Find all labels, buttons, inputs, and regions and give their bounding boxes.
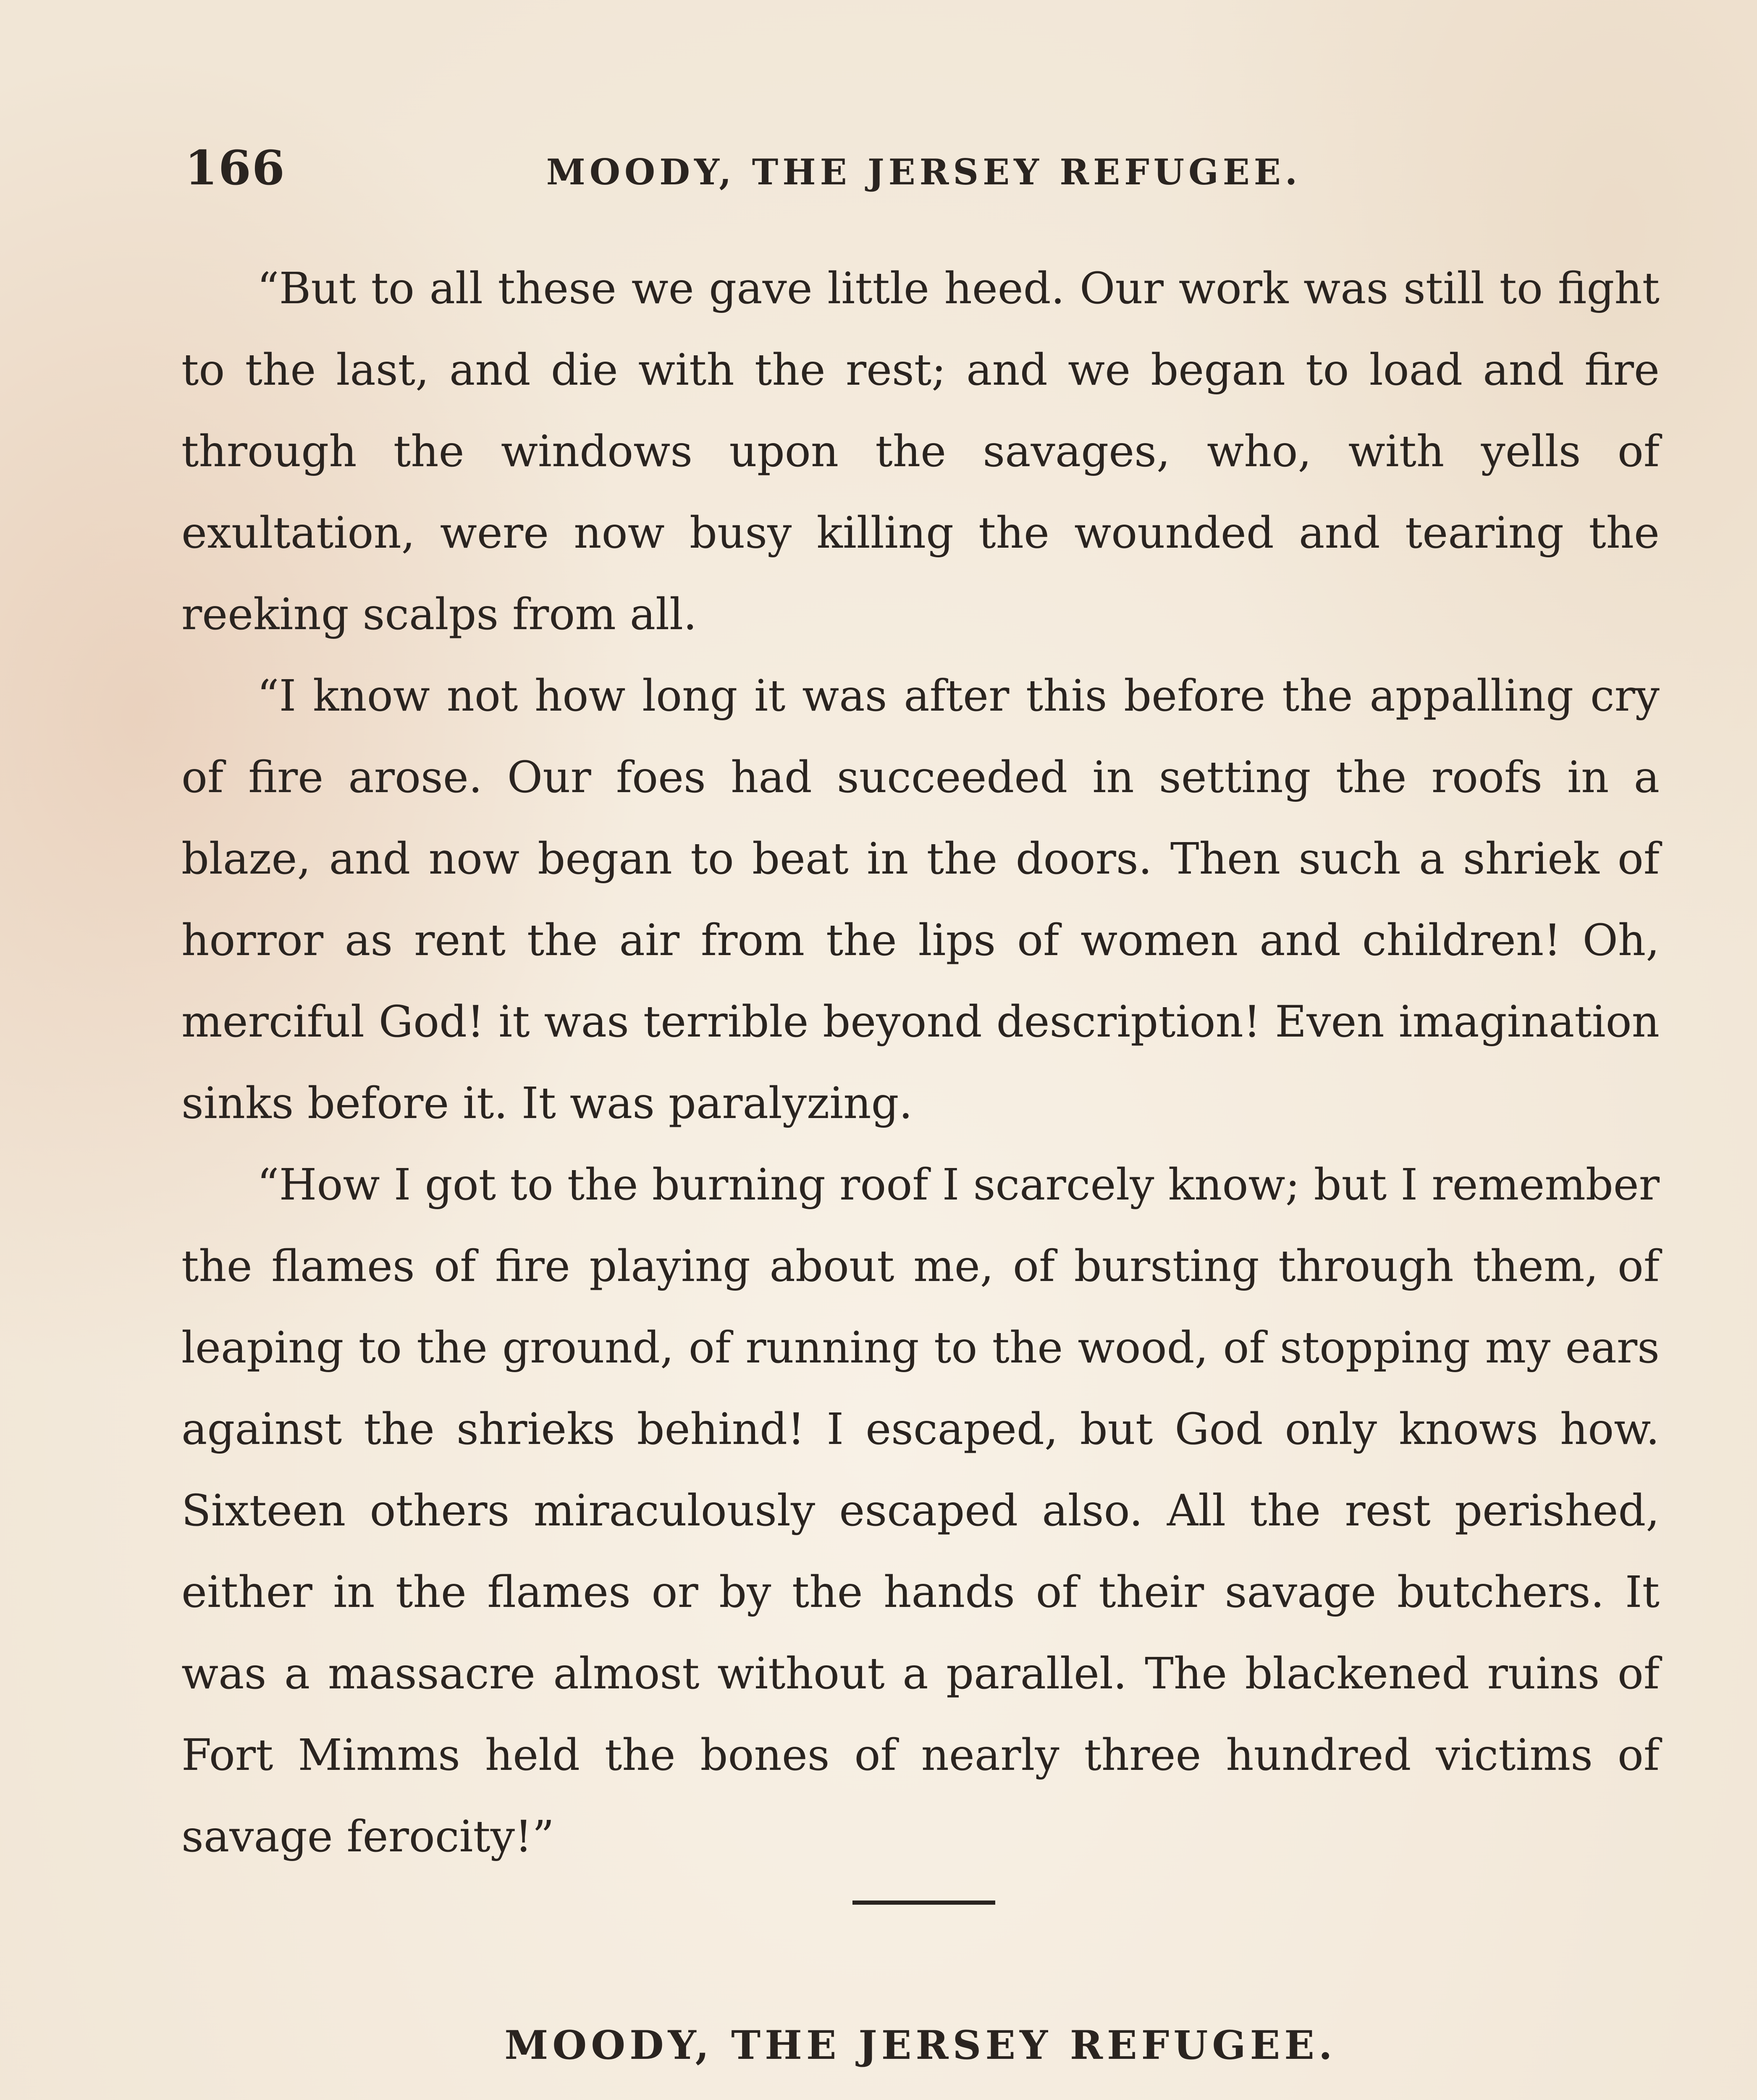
section-title: MOODY, THE JERSEY REFUGEE. <box>504 2022 1337 2068</box>
paragraph-3: “How I got to the burning roof I scarcely know; but I remember the flames of fire playing about me, of bursting through them, of leaping to the ground, of running to the wood, of stopping my ears against the shrieks behind! I escaped, but God only knows how. Sixteen others miraculously escaped also. All the rest perished, either in the flames or by the hands of their savage butchers. It was a massacre almost without a parallel. The blackened ruins of Fort Mimms held the bones of nearly three hundred victims of savage ferocity!” <box>181 1160 1660 1862</box>
body-text <box>181 248 1660 1877</box>
page-number: 166 <box>185 141 286 196</box>
paragraph-2: “I know not how long it was after this before the appalling cry of fire arose. Our foes had succeeded in setting the roofs in a blaze, and now began to beat in the doors. Then such a shriek of horror as rent the air from the lips of women and children! Oh, merciful God! it was terrible beyond description! Even imagination sinks before it. It was paralyzing. <box>181 671 1660 1129</box>
running-head: MOODY, THE JERSEY REFUGEE. <box>546 151 1302 193</box>
paragraph-1: “But to all these we gave little heed. Our work was still to fight to the last, and die with the rest; and we began to load and fire through the windows upon the savages, who, with yells of exultation, were now busy killing the wounded and tearing the reeking scalps from all. <box>181 263 1660 640</box>
page-header <box>185 141 1663 204</box>
section-divider <box>852 1900 995 1905</box>
